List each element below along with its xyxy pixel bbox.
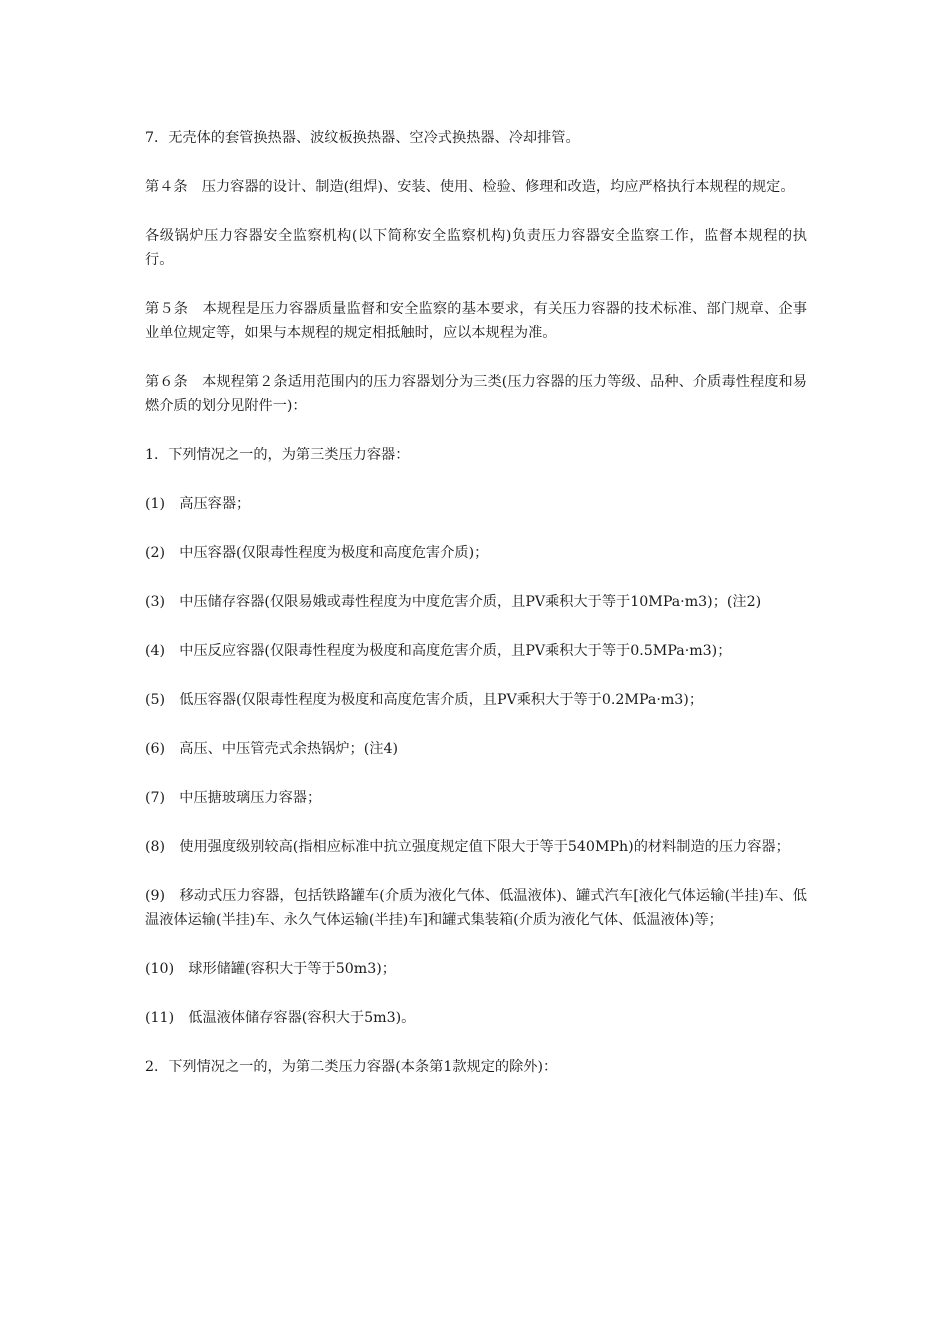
paragraph-item-10: (10) 球形储罐(容积大于等于50m3)； bbox=[145, 961, 396, 977]
paragraph-item-3: (3) 中压储存容器(仅限易娥或毒性程度为中度危害介质，且PV乘积大于等于10MPa·m3)；(注2) bbox=[145, 594, 762, 610]
document-page bbox=[145, 126, 807, 1079]
paragraph-item-8: (8) 使用强度级别较高(指相应标准中抗立强度规定值下限大于等于540MPh)的材料制造的压力容器； bbox=[145, 839, 790, 855]
paragraph-item-2: (2) 中压容器(仅限毒性程度为极度和高度危害介质)； bbox=[145, 545, 489, 561]
paragraph-item-7: (7) 中压搪玻璃压力容器； bbox=[145, 790, 322, 806]
paragraph-class-3-heading: 1．下列情况之一的，为第三类压力容器： bbox=[145, 447, 410, 463]
paragraph-supervision-agencies: 各级锅炉压力容器安全监察机构(以下简称安全监察机构)负责压力容器安全监察工作，监督本规程的执行。 bbox=[145, 228, 807, 268]
paragraph-article-6: 第６条 本规程第２条适用范围内的压力容器划分为三类(压力容器的压力等级、品种、介质毒性程度和易燃介质的划分见附件一)： bbox=[145, 374, 807, 414]
paragraph-item-6: (6) 高压、中压管壳式余热锅炉；(注4) bbox=[145, 741, 399, 757]
paragraph-article-5: 第５条 本规程是压力容器质量监督和安全监察的基本要求，有关压力容器的技术标准、部门规章、企事业单位规定等，如果与本规程的规定相抵触时，应以本规程为准。 bbox=[145, 301, 807, 341]
paragraph-item-9: (9) 移动式压力容器，包括铁路罐车(介质为液化气体、低温液体)、罐式汽车[液化气体运输(半挂)车、低温液体运输(半挂)车、永久气体运输(半挂)车]和罐式集装箱(介质为液化气体、低温液体)等； bbox=[145, 888, 807, 928]
paragraph-item-4: (4) 中压反应容器(仅限毒性程度为极度和高度危害介质，且PV乘积大于等于0.5MPa·m3)； bbox=[145, 643, 732, 659]
paragraph-item-1: (1) 高压容器； bbox=[145, 496, 251, 512]
paragraph-item-5: (5) 低压容器(仅限毒性程度为极度和高度危害介质，且PV乘积大于等于0.2MPa·m3)； bbox=[145, 692, 704, 708]
paragraph-item-7-shell-less-exchangers: 7．无壳体的套管换热器、波纹板换热器、空冷式换热器、冷却排管。 bbox=[145, 130, 580, 146]
paragraph-article-4: 第４条 压力容器的设计、制造(组焊)、安装、使用、检验、修理和改造，均应严格执行本规程的规定。 bbox=[145, 179, 795, 195]
paragraph-class-2-heading: 2．下列情况之一的，为第二类压力容器(本条第1款规定的除外)： bbox=[145, 1059, 558, 1075]
paragraph-item-11: (11) 低温液体储存容器(容积大于5m3)。 bbox=[145, 1010, 416, 1026]
